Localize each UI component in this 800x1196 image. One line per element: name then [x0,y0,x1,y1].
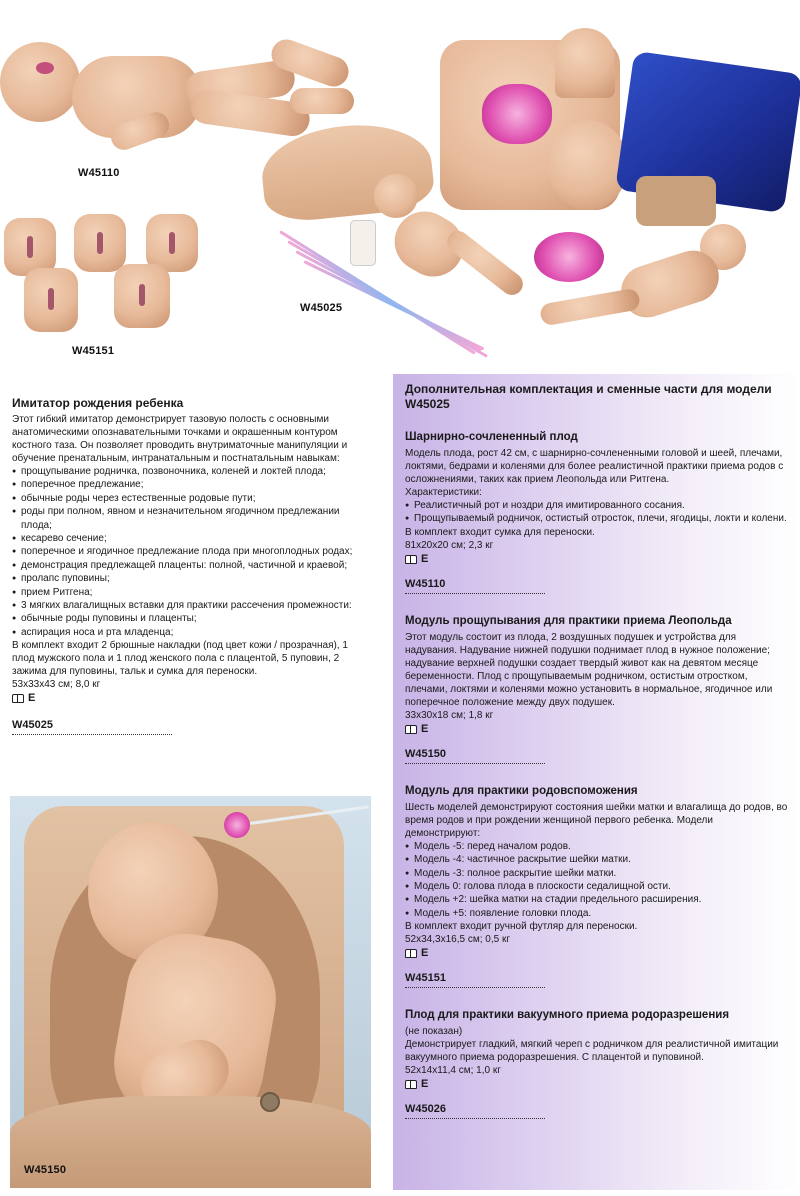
product-photos [0,0,800,370]
included-text: В комплект входит 2 брюшные накладки (под цвет кожи / прозрачная), 1 плод мужского пола и 1 плод женского пола с плацентой, 5 пуповин, 2 зажима для пуповины, тальк и сумка для переноски. [12,640,348,678]
dimensions-text: 52х34,3х16,5 см; 0,5 кг [405,934,510,946]
list-item: ● поперечное и ягодичное предлежание плода при многоплодных родах; [12,545,368,558]
birth-simulator-description [12,396,368,735]
product-code: W45025 [12,719,172,735]
dimensions-text: 53х33х43 см; 8,0 кг [12,679,101,691]
dimensions-text: 33х30х18 см; 1,8 кг [405,709,494,721]
leopold-module-block [405,614,790,764]
list-item: ● кесарево сечение; [12,532,368,545]
list-item: ● Модель -3: полное раскрытие шейки матки. [405,867,790,880]
vacuum-fetus-block [405,1008,790,1119]
section-title: Модуль прощупывания для практики приема Леопольда [405,614,732,627]
newborn-model-label: W45110 [78,167,120,179]
list-item: ● Модель +2: шейка матки на стадии предельного расширения. [405,893,790,906]
language-row [405,946,790,960]
book-icon [405,1079,417,1089]
subtitle-text: (не показан) [405,1026,463,1038]
list-item: ● прием Ритгена; [12,586,368,599]
description-text: Шесть моделей демонстрируют состояния шейки матки и влагалища до родов, во время родов и при рождении женщиной первого ребенка. Модели демонстрируют: [405,801,788,839]
product-code: W45151 [405,972,545,988]
list-item: ● пролапс пуповины; [12,572,368,585]
list-item: ● Модель -4: частичное раскрытие шейки матки. [405,853,790,866]
language-code: E [421,1078,429,1091]
list-item: ● поперечное предлежание; [12,478,368,491]
models-list [405,840,790,920]
articulated-fetus-block [405,430,790,594]
product-code: W45150 [405,748,545,764]
section-title: Шарнирно-сочлененный плод [405,431,578,443]
language-row [405,722,790,736]
product-code: W45026 [405,1103,545,1119]
list-item: ● обычные роды через естественные родовые пути; [12,492,368,505]
kit-model-label: W45025 [300,302,343,314]
list-item: ● аспирация носа и рта младенца; [12,626,368,639]
list-item: ● обычные роды пуповины и плаценты; [12,612,368,625]
included-text: В комплект входит ручной футляр для переноски. [405,921,638,933]
sidebar-heading: Дополнительная комплектация и сменные части для модели W45025 [405,382,772,411]
features-list [405,499,790,526]
section-title: Модуль для практики родовспоможения [405,784,638,797]
language-row [405,1077,790,1091]
module-model-label: W45150 [24,1164,67,1176]
language-row [405,552,790,566]
section-title: Плод для практики вакуумного приема родоразрешения [405,1009,730,1022]
labor-module-block [405,784,790,988]
list-item: ● прощупывание родничка, позвоночника, коленей и локтей плода; [12,465,368,478]
skills-list [12,465,368,639]
dimensions-text: 81х20х20 см; 2,3 кг [405,539,494,551]
language-code: E [421,722,429,735]
list-item: ● роды при полном, явном и незначительном ягодичном предлежании плода; [12,505,368,532]
description-text: Демонстрирует гладкий, мягкий череп с родничком для реалистичной имитации вакуумного приема родоразрешения. С плацентой и пуповиной. [405,1039,779,1064]
language-code: E [28,692,36,705]
dimensions-text: 52х14х11,4 см; 1,0 кг [405,1065,501,1077]
intro-text: Этот гибкий имитатор демонстрирует тазовую полость с основными анатомическими опознавательными точками и окрашенным контуром костного таза. Он позволяет проводить внутриматочные манипуляции и обучение пренатальным, интранатальным и постнатальным навыкам: [12,414,348,464]
description-text: Этот модуль состоит из плода, 2 воздушных подушек и устройства для надувания. Надувание нижней подушки поднимает плод в нужное положение; надувание верхней подушки создает твердый живот как на девятом месяце беременности. Плод с прощупываемым родничком, остистым отростком, плечами, локтями и коленями можно установить в нормальное, ягодичное или поперечное положение между двух подушек. [405,631,773,708]
language-code: E [421,947,429,960]
list-item: ● Модель -5: перед началом родов. [405,840,790,853]
included-text: В комплект входит сумка для переноски. [405,526,595,538]
book-icon [405,554,417,564]
list-item: ● Модель +5: появление головки плода. [405,907,790,920]
list-item: ● Прощупываемый родничок, остистый отросток, плечи, ягодицы, локти и колени. [405,512,790,525]
section-title: Имитатор рождения ребенка [12,396,184,410]
list-item: ● Реалистичный рот и ноздри для имитированного сосания. [405,499,790,512]
language-code: E [421,552,429,565]
book-icon [405,948,417,958]
list-item: ● демонстрация предлежащей плаценты: полной, частичной и краевой; [12,559,368,572]
list-item: ● 3 мягких влагалищных вставки для практики рассечения промежности: [12,599,368,612]
features-label: Характеристики: [405,487,482,498]
description-text: Модель плода, рост 42 см, с шарнирно-сочлененными головой и шеей, плечами, локтями, бедрами и коленями для более реалистичной практики приема родов с осложнениями, таких как прием Леопольда или Ритгена. [405,448,784,485]
book-icon [405,724,417,734]
inserts-model-label: W45151 [72,345,115,357]
list-item: ● Модель 0: голова плода в плоскости седалищной ости. [405,880,790,893]
book-icon [12,693,24,703]
accessories-sidebar [393,374,800,1190]
language-row [12,691,368,705]
product-code: W45110 [405,578,545,594]
leopold-module-image [10,796,371,1188]
